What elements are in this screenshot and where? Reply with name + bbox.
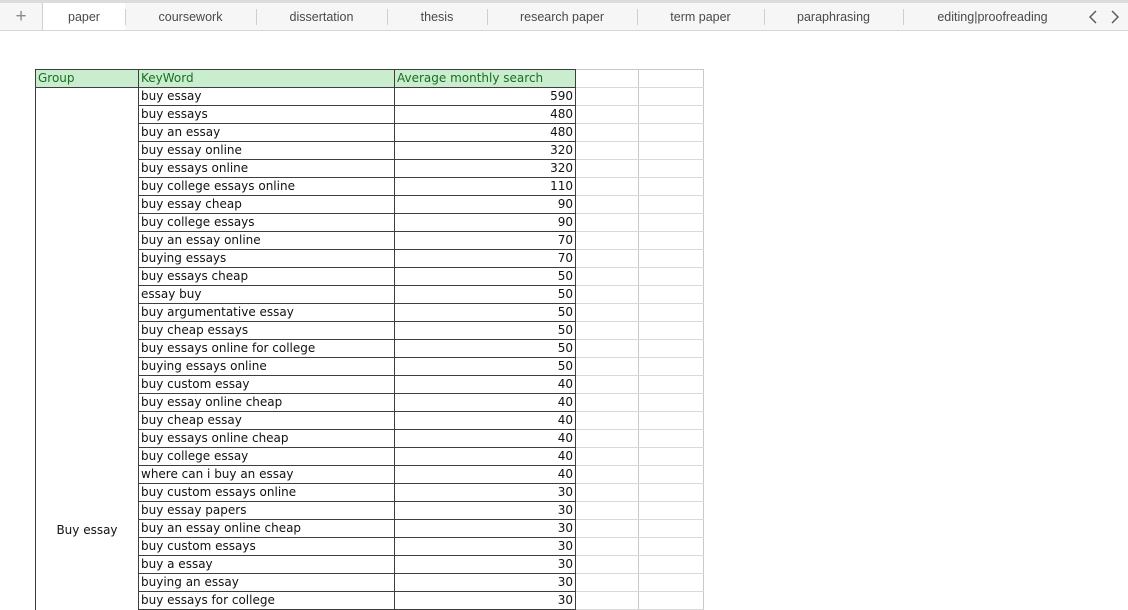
empty-cell[interactable]	[639, 376, 704, 394]
empty-cell[interactable]	[576, 268, 639, 286]
keyword-table	[35, 69, 704, 610]
empty-cell[interactable]	[639, 520, 704, 538]
keyword-cell[interactable]: buy college essays	[139, 214, 395, 232]
sheet-tab[interactable]: paraphrasing	[797, 9, 870, 24]
empty-cell[interactable]	[576, 88, 639, 106]
keyword-cell[interactable]: essay buy	[139, 286, 395, 304]
empty-cell[interactable]	[639, 322, 704, 340]
tab-separator	[637, 9, 638, 25]
empty-cell[interactable]	[639, 448, 704, 466]
empty-cell[interactable]	[639, 484, 704, 502]
keyword-cell[interactable]: buy an essay online cheap	[139, 520, 395, 538]
empty-cell[interactable]	[639, 502, 704, 520]
empty-cell[interactable]	[576, 502, 639, 520]
empty-cell[interactable]	[576, 574, 639, 592]
keyword-cell[interactable]: buy essay	[139, 88, 395, 106]
search-volume-cell[interactable]: 50	[395, 358, 576, 376]
empty-cell[interactable]	[639, 268, 704, 286]
sheet-tab[interactable]: coursework	[158, 9, 223, 24]
keyword-cell[interactable]: buy essays online cheap	[139, 430, 395, 448]
tab-separator	[764, 9, 765, 25]
search-volume-cell[interactable]: 40	[395, 448, 576, 466]
scroll-tabs-right-button[interactable]	[1104, 3, 1126, 30]
search-volume-cell[interactable]: 70	[395, 232, 576, 250]
empty-cell[interactable]	[639, 304, 704, 322]
keyword-cell[interactable]: buy essay papers	[139, 502, 395, 520]
empty-cell[interactable]	[639, 88, 704, 106]
search-volume-cell[interactable]: 320	[395, 142, 576, 160]
keyword-cell[interactable]: buy essays online	[139, 160, 395, 178]
empty-cell[interactable]	[639, 178, 704, 196]
keyword-cell[interactable]: buy an essay	[139, 124, 395, 142]
tab-separator	[256, 9, 257, 25]
empty-cell[interactable]	[576, 376, 639, 394]
chevron-right-icon	[1110, 10, 1120, 24]
keyword-cell[interactable]: buy custom essay	[139, 376, 395, 394]
empty-cell[interactable]	[639, 142, 704, 160]
searches-header[interactable]: Average monthly search	[395, 70, 576, 88]
search-volume-cell[interactable]: 50	[395, 268, 576, 286]
empty-cell[interactable]	[639, 196, 704, 214]
sheet-tab[interactable]: thesis	[420, 9, 454, 24]
empty-cell[interactable]	[639, 124, 704, 142]
empty-cell[interactable]	[639, 556, 704, 574]
keyword-cell[interactable]: buy essay online	[139, 142, 395, 160]
plus-icon: +	[15, 6, 27, 27]
tab-separator	[125, 9, 126, 25]
empty-cell[interactable]	[639, 160, 704, 178]
search-volume-cell[interactable]: 30	[395, 574, 576, 592]
empty-cell[interactable]	[576, 340, 639, 358]
empty-cell[interactable]	[639, 358, 704, 376]
search-volume-cell[interactable]: 480	[395, 124, 576, 142]
empty-cell[interactable]	[639, 286, 704, 304]
sheet-tab[interactable]: paper	[43, 3, 125, 30]
search-volume-cell[interactable]: 480	[395, 106, 576, 124]
search-volume-cell[interactable]: 50	[395, 322, 576, 340]
search-volume-cell[interactable]: 30	[395, 592, 576, 610]
sheet-tab-bar	[0, 0, 1128, 31]
empty-cell[interactable]	[576, 394, 639, 412]
search-volume-cell[interactable]: 50	[395, 286, 576, 304]
empty-cell[interactable]	[576, 106, 639, 124]
empty-cell[interactable]	[639, 466, 704, 484]
search-volume-cell[interactable]: 320	[395, 160, 576, 178]
empty-cell[interactable]	[576, 142, 639, 160]
empty-cell[interactable]	[576, 160, 639, 178]
table-row	[36, 88, 704, 106]
empty-cell[interactable]	[576, 358, 639, 376]
search-volume-cell[interactable]: 40	[395, 430, 576, 448]
keyword-cell[interactable]: buy argumentative essay	[139, 304, 395, 322]
empty-cell[interactable]	[639, 592, 704, 610]
keyword-cell[interactable]: buy essay online cheap	[139, 394, 395, 412]
empty-cell[interactable]	[639, 214, 704, 232]
empty-cell[interactable]	[576, 70, 639, 88]
search-volume-cell[interactable]: 40	[395, 394, 576, 412]
empty-cell[interactable]	[576, 232, 639, 250]
search-volume-cell[interactable]: 40	[395, 376, 576, 394]
search-volume-cell[interactable]: 90	[395, 196, 576, 214]
sheet-tab[interactable]: dissertation	[289, 9, 354, 24]
keyword-cell[interactable]: buy an essay online	[139, 232, 395, 250]
keyword-cell[interactable]: where can i buy an essay	[139, 466, 395, 484]
empty-cell[interactable]	[576, 592, 639, 610]
empty-cell[interactable]	[576, 538, 639, 556]
chevron-left-icon	[1088, 10, 1098, 24]
header-row	[36, 70, 704, 88]
search-volume-cell[interactable]: 30	[395, 520, 576, 538]
keyword-cell[interactable]: buying an essay	[139, 574, 395, 592]
keyword-cell[interactable]: buy custom essays online	[139, 484, 395, 502]
empty-cell[interactable]	[639, 430, 704, 448]
empty-cell[interactable]	[639, 574, 704, 592]
search-volume-cell[interactable]: 30	[395, 556, 576, 574]
empty-cell[interactable]	[576, 448, 639, 466]
empty-cell[interactable]	[576, 520, 639, 538]
keyword-cell[interactable]: buy cheap essay	[139, 412, 395, 430]
keyword-cell[interactable]: buy essays	[139, 106, 395, 124]
empty-cell[interactable]	[576, 250, 639, 268]
keyword-cell[interactable]: buy essays online for college	[139, 340, 395, 358]
empty-cell[interactable]	[639, 394, 704, 412]
sheet-tab[interactable]: term paper	[670, 9, 731, 24]
search-volume-cell[interactable]: 110	[395, 178, 576, 196]
empty-cell[interactable]	[576, 196, 639, 214]
search-volume-cell[interactable]: 30	[395, 484, 576, 502]
search-volume-cell[interactable]: 30	[395, 538, 576, 556]
empty-cell[interactable]	[576, 430, 639, 448]
empty-cell[interactable]	[639, 412, 704, 430]
search-volume-cell[interactable]: 70	[395, 250, 576, 268]
keyword-header[interactable]: KeyWord	[139, 70, 395, 88]
group-cell[interactable]	[36, 88, 139, 610]
empty-cell[interactable]	[576, 214, 639, 232]
keyword-cell[interactable]: buy a essay	[139, 556, 395, 574]
empty-cell[interactable]	[576, 178, 639, 196]
search-volume-cell[interactable]: 40	[395, 466, 576, 484]
search-volume-cell[interactable]: 50	[395, 304, 576, 322]
keyword-cell[interactable]: buy college essays online	[139, 178, 395, 196]
sheet-tab[interactable]: research paper	[519, 9, 605, 24]
empty-cell[interactable]	[639, 538, 704, 556]
group-header[interactable]: Group	[36, 70, 139, 88]
empty-cell[interactable]	[576, 556, 639, 574]
search-volume-cell[interactable]: 30	[395, 502, 576, 520]
sheet-tab[interactable]: editing|proofreading	[937, 9, 1048, 24]
keyword-cell[interactable]: buying essays	[139, 250, 395, 268]
group-label: Buy essay	[56, 523, 118, 537]
add-sheet-button[interactable]	[0, 3, 43, 30]
empty-cell[interactable]	[576, 322, 639, 340]
keyword-cell[interactable]: buy essay cheap	[139, 196, 395, 214]
tab-separator	[387, 9, 388, 25]
keyword-cell[interactable]: buy cheap essays	[139, 322, 395, 340]
empty-cell[interactable]	[576, 484, 639, 502]
empty-cell[interactable]	[639, 70, 704, 88]
search-volume-cell[interactable]: 590	[395, 88, 576, 106]
empty-cell[interactable]	[639, 340, 704, 358]
tab-separator	[487, 9, 488, 25]
search-volume-cell[interactable]: 50	[395, 340, 576, 358]
empty-cell[interactable]	[576, 304, 639, 322]
tab-separator	[903, 9, 904, 25]
empty-cell[interactable]	[576, 124, 639, 142]
keyword-cell[interactable]: buy essays cheap	[139, 268, 395, 286]
empty-cell[interactable]	[639, 250, 704, 268]
keyword-cell[interactable]: buy essays for college	[139, 592, 395, 610]
scroll-tabs-left-button[interactable]	[1082, 3, 1104, 30]
search-volume-cell[interactable]: 90	[395, 214, 576, 232]
keyword-cell[interactable]: buy college essay	[139, 448, 395, 466]
empty-cell[interactable]	[639, 232, 704, 250]
empty-cell[interactable]	[576, 466, 639, 484]
search-volume-cell[interactable]: 40	[395, 412, 576, 430]
keyword-cell[interactable]: buy custom essays	[139, 538, 395, 556]
empty-cell[interactable]	[576, 286, 639, 304]
keyword-cell[interactable]: buying essays online	[139, 358, 395, 376]
empty-cell[interactable]	[576, 412, 639, 430]
empty-cell[interactable]	[639, 106, 704, 124]
